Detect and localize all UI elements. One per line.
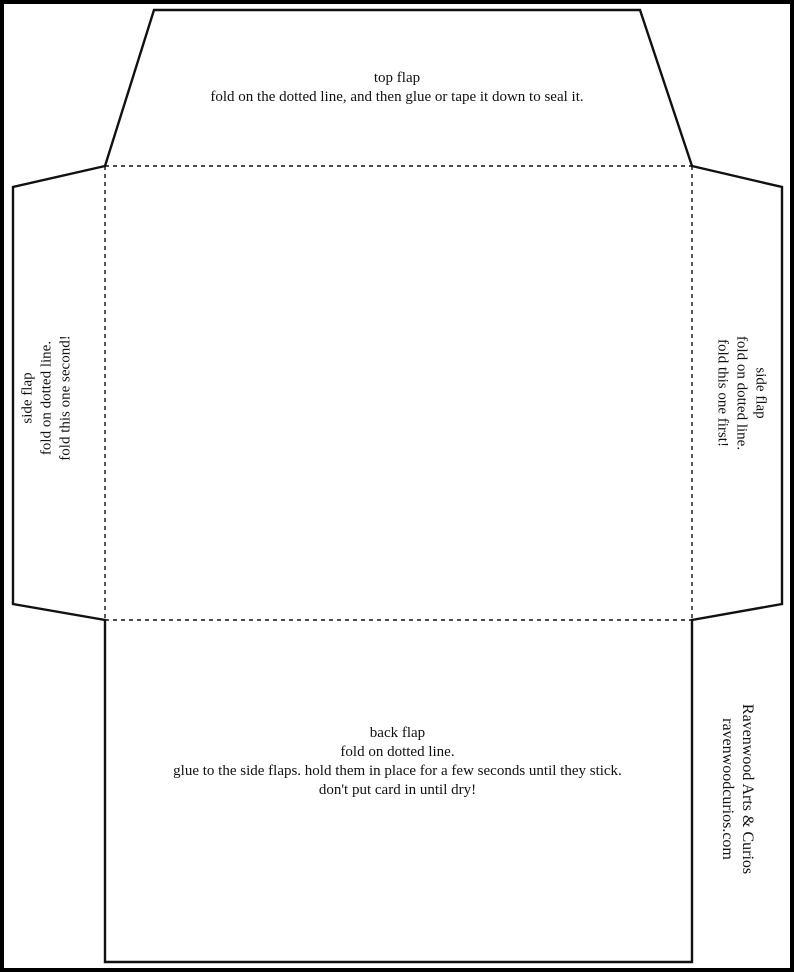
right-side-flap-instruction: fold on dotted line. [733, 335, 750, 451]
top-flap-label [147, 69, 647, 107]
back-flap-line-2: glue to the side flaps. hold them in place for a few seconds until they stick. [173, 763, 622, 779]
back-flap-line-1: fold on dotted line. [340, 744, 455, 760]
right-side-flap-title: side flap [752, 367, 769, 419]
credit-label [717, 679, 757, 899]
right-side-flap-label [713, 293, 770, 493]
top-flap-title: top flap [373, 70, 421, 86]
credit-name: Ravenwood Arts & Curios [739, 703, 756, 875]
left-side-flap-order: fold this one second! [57, 335, 74, 461]
left-side-flap-instruction: fold on dotted line. [38, 340, 55, 456]
back-flap-label [105, 724, 690, 800]
back-flap-line-3: don't put card in until dry! [318, 782, 477, 798]
left-side-flap-title: side flap [19, 372, 36, 424]
left-side-flap-label [19, 298, 76, 498]
envelope-cut-outline [13, 10, 782, 962]
right-side-flap-order: fold this one first! [714, 339, 731, 447]
top-flap-instruction: fold on the dotted line, and then glue or tape it down to seal it. [210, 89, 584, 105]
back-flap-title: back flap [369, 725, 426, 741]
credit-website: ravenwoodcurios.com [719, 718, 736, 860]
